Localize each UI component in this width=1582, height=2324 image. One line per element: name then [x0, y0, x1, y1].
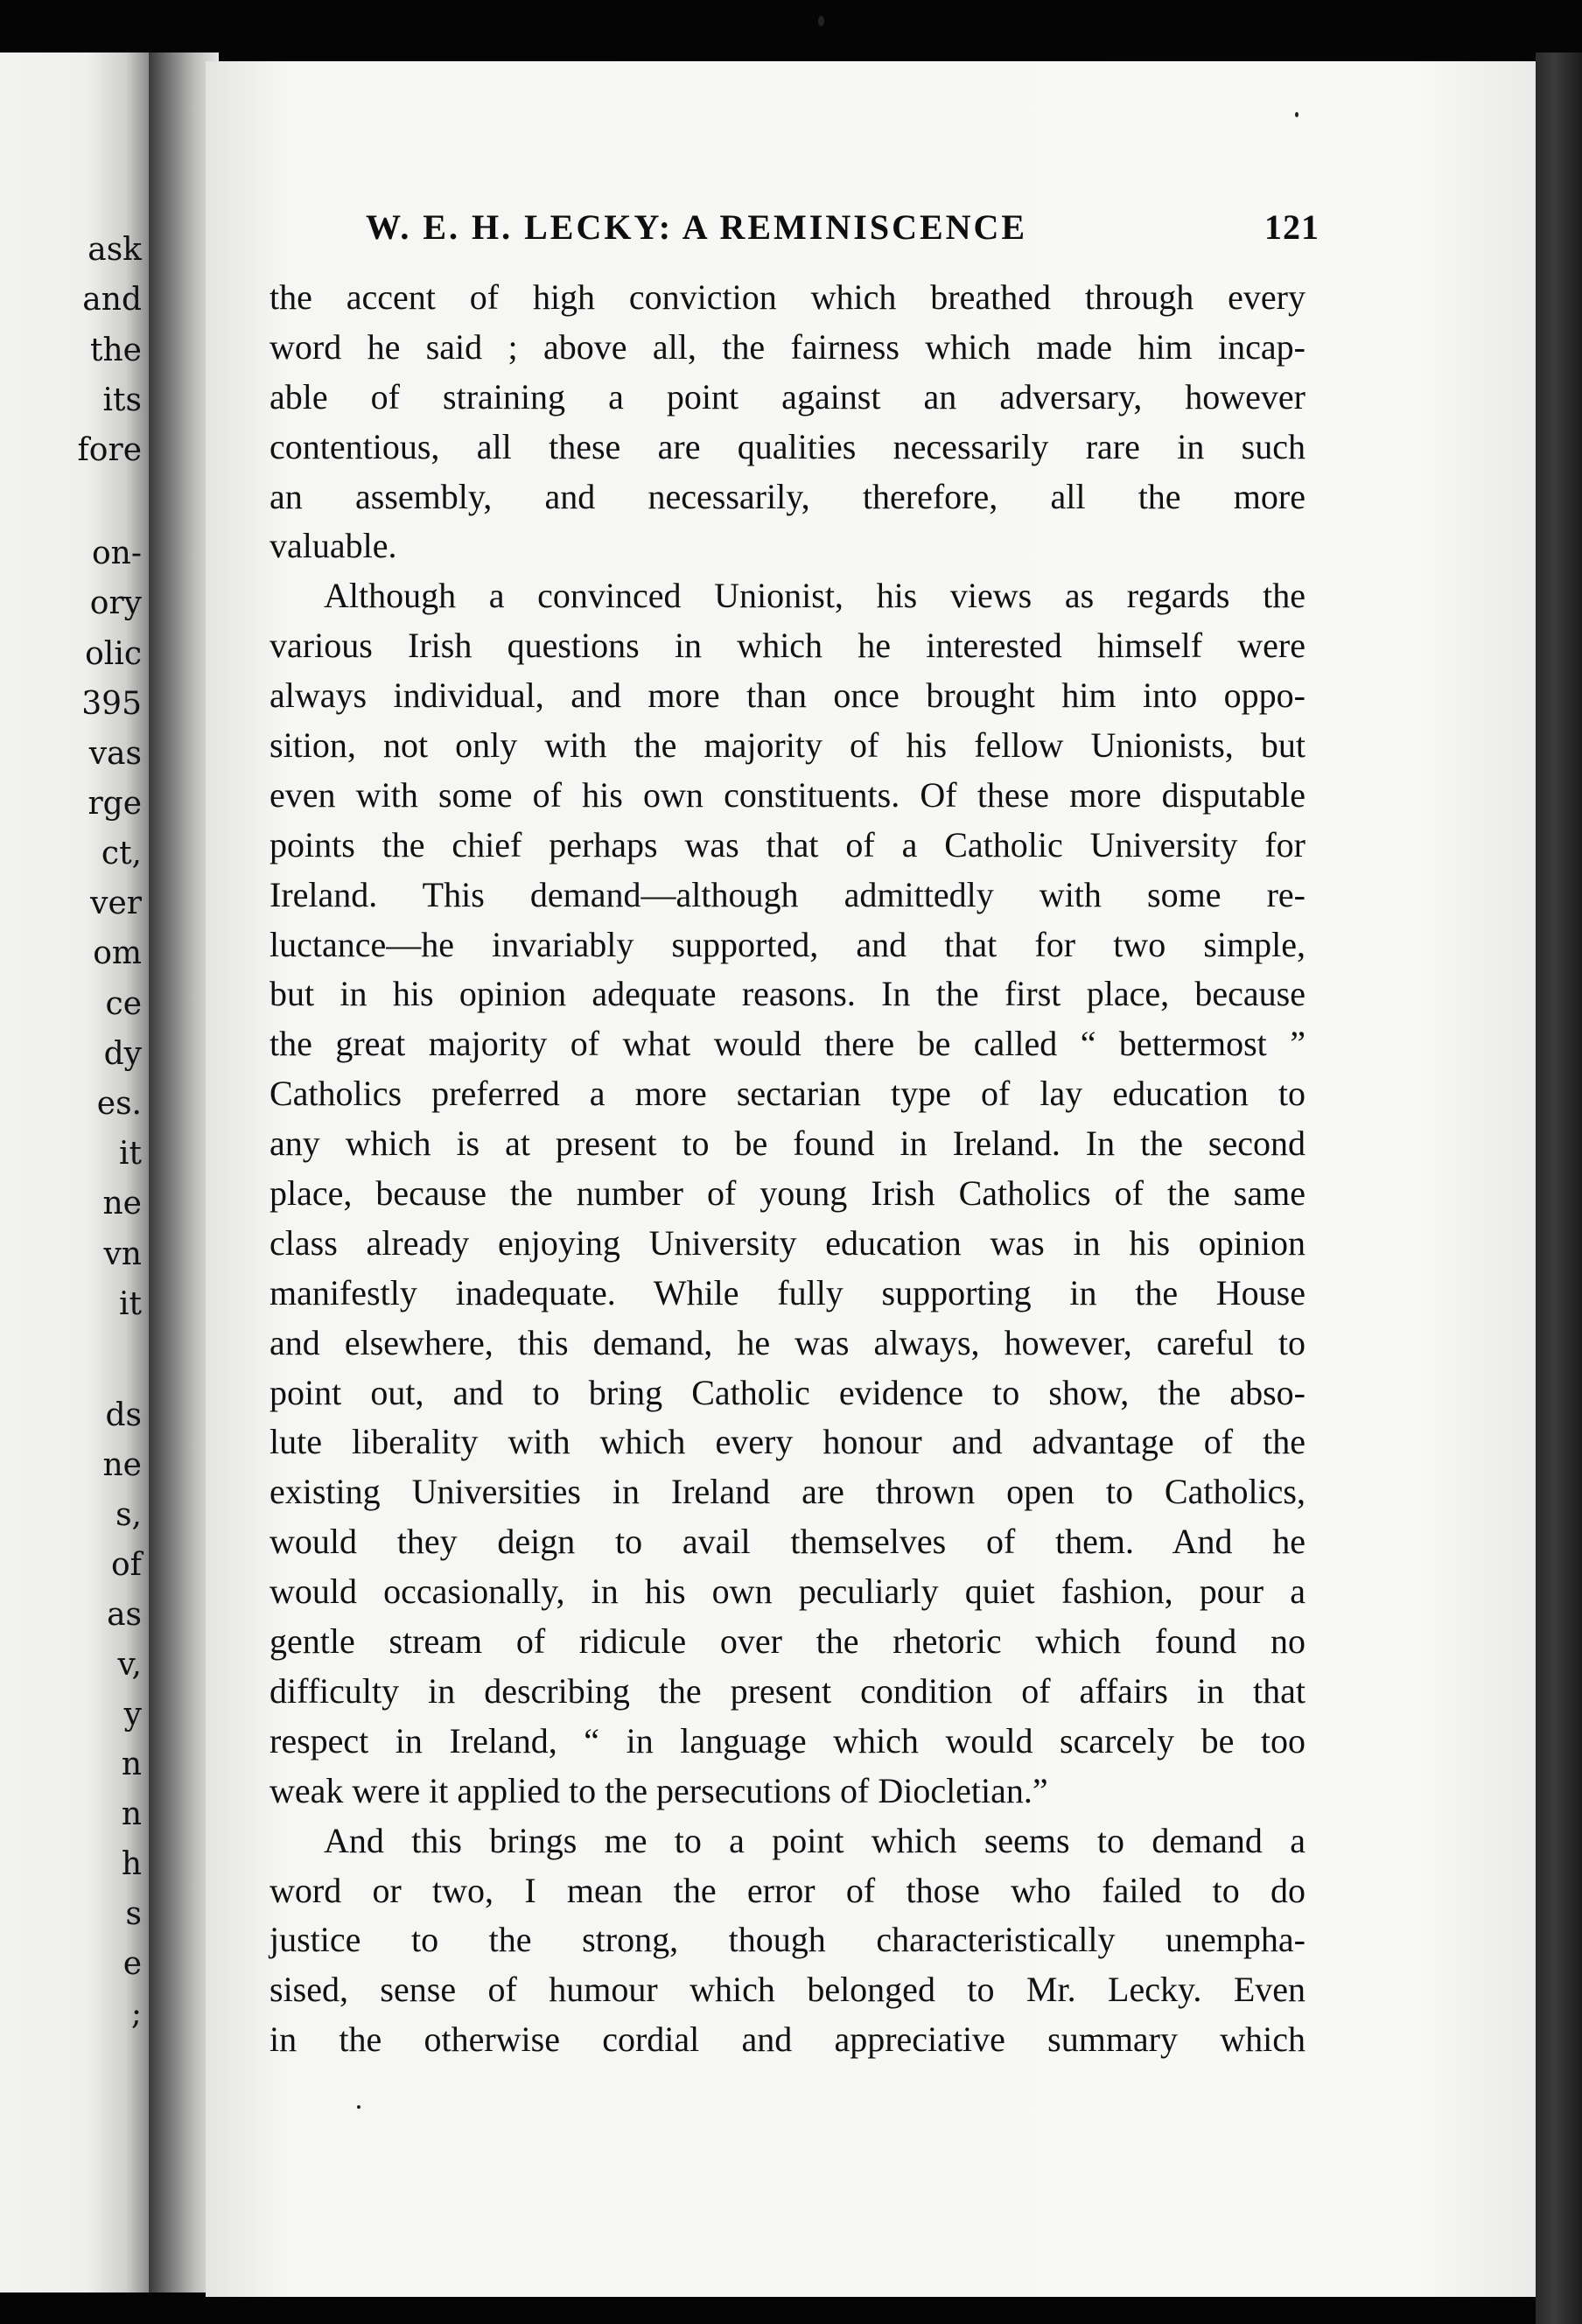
text-line: word or two, I mean the error of those who failed to do — [270, 1870, 1306, 1910]
text-line: Ireland. This demand—although admittedly with some re- — [270, 874, 1306, 914]
text-line: justice to the strong, though characteristically unempha- — [270, 1920, 1306, 1960]
text-line: even with some of his own constituents. Of these more disputable — [270, 774, 1306, 815]
text-line: respect in Ireland, “ in language which would scarcely be too — [270, 1720, 1306, 1760]
text-line: lute liberality with which every honour and advantage of the — [270, 1422, 1306, 1462]
text-line: sition, not only with the majority of his fellow Unionists, but — [270, 725, 1306, 766]
running-title: W. E. H. LECKY: A REMINISCENCE — [366, 207, 1028, 247]
text-line: Catholics preferred a more sectarian type of lay education to — [270, 1074, 1306, 1114]
left-page-fragment: rge — [88, 786, 142, 822]
text-line: manifestly inadequate. While fully supporting in the House — [270, 1272, 1306, 1312]
left-page-fragment: ; — [130, 1996, 142, 2032]
page-edge-shadow — [1536, 52, 1582, 2324]
text-line: and elsewhere, this demand, he was always, however, careful to — [270, 1322, 1306, 1362]
dust-speck — [818, 16, 824, 26]
text-line: sised, sense of humour which belonged to Mr. Lecky. Even — [270, 1970, 1306, 2010]
left-page-fragment: on- — [91, 536, 142, 571]
text-line: class already enjoying University education was in his opinion — [270, 1222, 1306, 1263]
left-page-fragment: ce — [105, 986, 142, 1022]
left-page-fragment: the — [90, 332, 142, 368]
left-page-fragment: v, — [117, 1647, 142, 1683]
text-line: points the chief perhaps was that of a Catholic University for — [270, 824, 1306, 864]
left-page-fragment: olic — [85, 636, 142, 672]
text-line: but in his opinion adequate reasons. In the first place, because — [270, 974, 1306, 1014]
left-page-fragment: ne — [102, 1447, 142, 1483]
text-line: would they deign to avail themselves of them. And he — [270, 1522, 1306, 1562]
text-line: the accent of high conviction which breathed through every — [270, 277, 1306, 317]
left-page-fragment: vas — [88, 736, 142, 772]
text-line: luctance—he invariably supported, and that for two simple, — [270, 924, 1306, 964]
running-header — [366, 206, 1320, 248]
left-page-fragment: vn — [103, 1236, 142, 1272]
dust-speck — [357, 2105, 360, 2109]
left-page-fragment: and — [82, 282, 142, 318]
left-page-fragment: es. — [96, 1086, 142, 1122]
text-line: And this brings me to a point which seems to demand a — [324, 1820, 1306, 1860]
dust-speck — [1295, 112, 1298, 117]
text-line: the great majority of what would there be called “ bettermost ” — [270, 1024, 1306, 1064]
body-text — [270, 273, 1306, 2065]
left-page-fragment: its — [102, 382, 142, 418]
text-line: an assembly, and necessarily, therefore, all the more — [270, 476, 1306, 516]
text-line: Although a convinced Unionist, his views as regards the — [324, 576, 1306, 616]
left-page-fragment: ct, — [101, 836, 142, 872]
left-page-fragment: it — [119, 1286, 142, 1322]
text-line: contentious, all these are qualities necessarily rare in such — [270, 426, 1306, 466]
left-page-fragment: ory — [89, 585, 142, 621]
left-page-fragment: ne — [102, 1186, 142, 1222]
left-page-fragment: dy — [103, 1036, 142, 1072]
left-page-fragment: 395 — [81, 686, 142, 722]
left-page-fragment: ver — [90, 886, 142, 921]
left-page-fragment: e — [122, 1946, 142, 1982]
text-line: able of straining a point against an adversary, however — [270, 376, 1306, 416]
left-page-fragment: as — [107, 1597, 142, 1633]
text-line: place, because the number of young Irish Catholics of the same — [270, 1173, 1306, 1214]
left-page-fragment: s, — [116, 1497, 142, 1533]
text-line: in the otherwise cordial and appreciative summary which — [270, 2020, 1306, 2060]
text-line: gentle stream of ridicule over the rhetoric which found no — [270, 1621, 1306, 1662]
left-page-fragment: of — [111, 1547, 142, 1583]
text-line: weak were it applied to the persecutions of Diocletian.” — [270, 1770, 1048, 1810]
text-line: would occasionally, in his own peculiarly quiet fashion, pour a — [270, 1572, 1306, 1612]
left-page-text-fragments — [0, 52, 149, 2292]
left-page-edge — [0, 52, 158, 2292]
text-line: existing Universities in Ireland are thrown open to Catholics, — [270, 1472, 1306, 1512]
left-page-fragment: ask — [88, 232, 142, 268]
page-number: 121 — [1264, 207, 1320, 247]
left-page-fragment: y — [123, 1697, 142, 1732]
text-line: always individual, and more than once brought him into oppo- — [270, 676, 1306, 716]
left-page-fragment: n — [121, 1796, 142, 1832]
text-line: valuable. — [270, 526, 397, 566]
text-line: any which is at present to be found in Ireland. In the second — [270, 1124, 1306, 1164]
text-line: various Irish questions in which he interested himself were — [270, 626, 1306, 666]
left-page-fragment: om — [93, 935, 142, 971]
text-line: point out, and to bring Catholic evidence to show, the abso- — [270, 1372, 1306, 1412]
left-page-fragment: fore — [77, 432, 142, 468]
left-page-fragment: ds — [105, 1397, 142, 1433]
left-page-fragment: it — [119, 1136, 142, 1172]
left-page-fragment: n — [121, 1746, 142, 1782]
left-page-fragment: h — [121, 1846, 142, 1882]
text-line: difficulty in describing the present condition of affairs in that — [270, 1670, 1306, 1711]
left-page-fragment: s — [125, 1896, 142, 1932]
text-line: word he said ; above all, the fairness which made him incap- — [270, 326, 1306, 367]
